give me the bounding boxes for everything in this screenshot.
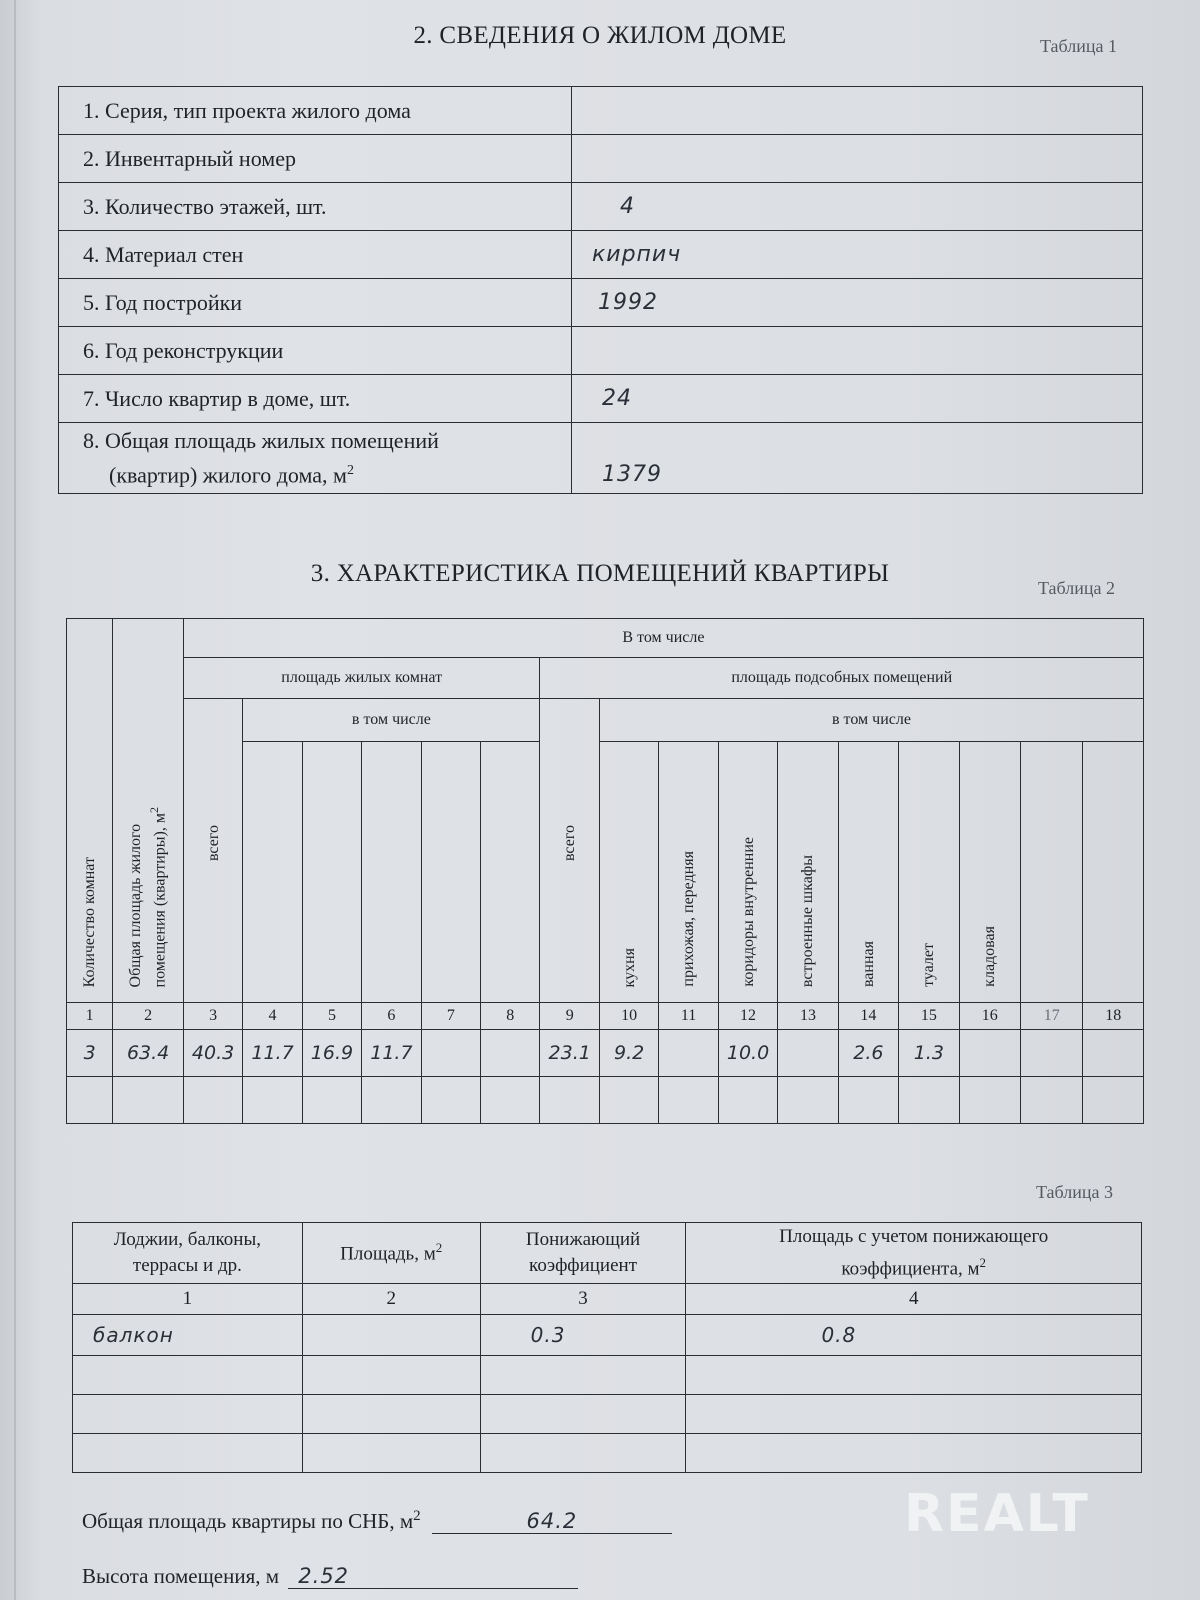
col-storage-label: кладовая xyxy=(981,926,999,987)
table-row xyxy=(59,375,1143,423)
table2-cell: 23.1 xyxy=(540,1030,599,1077)
living-room-col-4 xyxy=(243,742,302,1003)
section2-title: 2. СВЕДЕНИЯ О ЖИЛОМ ДОМЕ xyxy=(413,22,787,49)
table3-h2-sup: 2 xyxy=(435,1240,443,1256)
table3-cell: балкон xyxy=(73,1315,303,1356)
col-corridors-header xyxy=(718,742,777,1003)
table1-value xyxy=(572,135,1143,183)
col-storage-header xyxy=(959,742,1020,1003)
table1-caption: Таблица 1 xyxy=(1040,36,1117,56)
header-top: В том числе xyxy=(183,619,1143,658)
table2-empty-cell xyxy=(481,1077,540,1124)
table3-empty-cell xyxy=(73,1356,303,1395)
col-number: 17 xyxy=(1021,1003,1083,1030)
col-total-area-label xyxy=(126,807,169,987)
col-total-area-header xyxy=(113,619,184,1003)
table3-header-4 xyxy=(686,1223,1142,1284)
table2-cell: 16.9 xyxy=(302,1030,361,1077)
col-number: 2 xyxy=(302,1284,480,1315)
table1-value xyxy=(572,327,1143,375)
header-aux: площадь подсобных помещений xyxy=(540,658,1144,699)
col-number: 3 xyxy=(480,1284,686,1315)
table2-cell xyxy=(421,1030,480,1077)
table-row xyxy=(67,1003,1144,1030)
col-hall-header xyxy=(659,742,718,1003)
table1-label: 1. Серия, тип проекта жилого дома xyxy=(59,87,572,135)
total-area-label: Общая площадь квартиры по СНБ, м xyxy=(82,1509,414,1533)
table2-cell xyxy=(1021,1030,1083,1077)
table2-cell xyxy=(481,1030,540,1077)
col-number: 18 xyxy=(1083,1003,1144,1030)
room-height-label: Высота помещения, м xyxy=(82,1564,280,1588)
table3 xyxy=(72,1222,1142,1473)
table3-caption: Таблица 3 xyxy=(1036,1182,1113,1202)
table2-empty-cell xyxy=(67,1077,113,1124)
col-kitchen-header xyxy=(599,742,658,1003)
table2-empty-cell xyxy=(659,1077,718,1124)
row8-line1: 8. Общая площадь жилых помещений xyxy=(83,427,439,453)
table3-empty-cell xyxy=(302,1395,480,1434)
col-closets-header xyxy=(778,742,838,1003)
table-row xyxy=(59,87,1143,135)
table2-cell xyxy=(959,1030,1020,1077)
table2-caption: Таблица 2 xyxy=(1038,578,1115,598)
row8-line2-text: (квартир) жилого дома, м xyxy=(109,462,347,488)
table2-cell xyxy=(778,1030,838,1077)
table1-value xyxy=(572,87,1143,135)
col-17-header xyxy=(1021,742,1083,1003)
table2-empty-cell xyxy=(899,1077,959,1124)
table3-empty-cell xyxy=(686,1356,1142,1395)
table2-cell: 1.3 xyxy=(899,1030,959,1077)
table3-cell: 0.8 xyxy=(686,1315,1142,1356)
section3-title: 3. ХАРАКТЕРИСТИКА ПОМЕЩЕНИЙ КВАРТИРЫ xyxy=(310,560,890,587)
col-bath-header xyxy=(838,742,898,1003)
col-number: 4 xyxy=(686,1284,1142,1315)
page-edge xyxy=(14,0,16,1600)
table2-cell: 11.7 xyxy=(362,1030,421,1077)
col-number: 16 xyxy=(959,1003,1020,1030)
table3-empty-cell xyxy=(480,1395,686,1434)
table3-empty-cell xyxy=(686,1395,1142,1434)
col-hall-label: прихожая, передняя xyxy=(680,851,698,987)
table-row xyxy=(59,135,1143,183)
table3-empty-cell xyxy=(73,1395,303,1434)
table1-value: 4 xyxy=(572,183,1143,231)
table3-h1-line2: террасы и др. xyxy=(132,1255,242,1276)
col-number: 13 xyxy=(778,1003,838,1030)
table2-empty-cell xyxy=(778,1077,838,1124)
living-room-col-5 xyxy=(302,742,361,1003)
table2-cell: 10.0 xyxy=(718,1030,777,1077)
col-number: 2 xyxy=(113,1003,184,1030)
living-room-col-6 xyxy=(362,742,421,1003)
col-number: 10 xyxy=(599,1003,658,1030)
table1 xyxy=(58,86,1143,494)
table1-label: 4. Материал стен xyxy=(59,231,572,279)
table3-h2-text: Площадь, м xyxy=(340,1243,436,1265)
col-number: 1 xyxy=(73,1284,303,1315)
col-number: 1 xyxy=(67,1003,113,1030)
table3-h3-line1: Понижающий xyxy=(525,1229,641,1250)
col-number: 14 xyxy=(838,1003,898,1030)
col-number: 3 xyxy=(183,1003,242,1030)
col-number: 6 xyxy=(362,1003,421,1030)
table3-h4-sup: 2 xyxy=(979,1254,987,1270)
table3-h3-line2: коэффициент xyxy=(529,1255,638,1276)
table1-label: 7. Число квартир в доме, шт. xyxy=(59,375,572,423)
table3-empty-cell xyxy=(480,1434,686,1473)
table2-cell xyxy=(1083,1030,1144,1077)
table3-header-2 xyxy=(302,1223,480,1284)
table3-empty-cell xyxy=(73,1434,303,1473)
table2-cell: 9.2 xyxy=(599,1030,658,1077)
room-height-value: 2.52 xyxy=(288,1564,578,1589)
table1-label: 5. Год постройки xyxy=(59,279,572,327)
col-number: 4 xyxy=(243,1003,302,1030)
realt-watermark-logo: REALT xyxy=(904,1484,1090,1544)
col-total-area-line1: Общая площадь жилого xyxy=(127,823,145,987)
total-area-sup: 2 xyxy=(413,1508,421,1524)
table3-empty-cell xyxy=(302,1356,480,1395)
table2-cell: 3 xyxy=(67,1030,113,1077)
table3-h4-line2-text: коэффициента, м xyxy=(841,1258,980,1280)
table1-value: 1992 xyxy=(572,279,1143,327)
col-total-area-line2: помещения (квартиры), м xyxy=(151,812,169,987)
total-area-value: 64.2 xyxy=(432,1509,672,1534)
table2-empty-cell xyxy=(421,1077,480,1124)
table3-header-1 xyxy=(73,1223,303,1284)
table-row xyxy=(59,423,1143,494)
table2-empty-cell xyxy=(362,1077,421,1124)
table2-empty-cell xyxy=(302,1077,361,1124)
table2-empty-cell xyxy=(838,1077,898,1124)
col-number: 9 xyxy=(540,1003,599,1030)
living-room-col-7 xyxy=(421,742,480,1003)
col-total-area-sup: 2 xyxy=(147,806,162,813)
table1-value: 24 xyxy=(572,375,1143,423)
table2-empty-cell xyxy=(599,1077,658,1124)
col-aux-total-label: всего xyxy=(561,824,579,862)
col-rooms-label: Количество комнат xyxy=(81,856,99,987)
col-rooms-header xyxy=(67,619,113,1003)
total-area-line xyxy=(82,1508,672,1534)
table-row xyxy=(67,1077,1144,1124)
table-row xyxy=(67,699,1144,742)
table-row xyxy=(67,619,1144,658)
table-row xyxy=(73,1223,1142,1284)
col-number: 15 xyxy=(899,1003,959,1030)
table2-empty-cell xyxy=(113,1077,184,1124)
col-kitchen-label: кухня xyxy=(620,947,638,987)
table-row xyxy=(73,1395,1142,1434)
table-row xyxy=(59,327,1143,375)
table1-label: 2. Инвентарный номер xyxy=(59,135,572,183)
room-height-line xyxy=(82,1564,578,1589)
table2-empty-cell xyxy=(1021,1077,1083,1124)
col-number: 7 xyxy=(421,1003,480,1030)
table3-empty-cell xyxy=(480,1356,686,1395)
table3-cell: 0.3 xyxy=(480,1315,686,1356)
table2-cell: 63.4 xyxy=(113,1030,184,1077)
row8-line2 xyxy=(83,456,571,490)
table2-cell xyxy=(659,1030,718,1077)
table-row xyxy=(73,1315,1142,1356)
col-aux-total-header xyxy=(540,699,599,1003)
incl-living: в том числе xyxy=(243,699,540,742)
col-number: 5 xyxy=(302,1003,361,1030)
incl-aux: в том числе xyxy=(599,699,1143,742)
col-closets-label: встроенные шкафы xyxy=(799,854,817,987)
table3-h4-line1: Площадь с учетом понижающего xyxy=(779,1225,1049,1247)
table-row xyxy=(59,231,1143,279)
table2-empty-cell xyxy=(959,1077,1020,1124)
table1-label xyxy=(59,423,572,494)
table2-empty-cell xyxy=(243,1077,302,1124)
col-number: 11 xyxy=(659,1003,718,1030)
row8-sup: 2 xyxy=(346,462,354,478)
table1-value: кирпич xyxy=(572,231,1143,279)
table3-header-3 xyxy=(480,1223,686,1284)
table1-label: 6. Год реконструкции xyxy=(59,327,572,375)
table3-h4-line2 xyxy=(686,1250,1141,1282)
table3-empty-cell xyxy=(302,1434,480,1473)
table-row xyxy=(59,279,1143,327)
table3-cell xyxy=(302,1315,480,1356)
table1-value: 1379 xyxy=(572,423,1143,494)
table-row xyxy=(73,1284,1142,1315)
table2-empty-cell xyxy=(718,1077,777,1124)
col-number: 12 xyxy=(718,1003,777,1030)
table2-cell: 11.7 xyxy=(243,1030,302,1077)
col-bath-label: ванная xyxy=(859,940,877,987)
table1-label: 3. Количество этажей, шт. xyxy=(59,183,572,231)
table-row xyxy=(67,658,1144,699)
table-row xyxy=(73,1356,1142,1395)
table-row xyxy=(67,1030,1144,1077)
table2-empty-cell xyxy=(540,1077,599,1124)
col-toilet-label: туалет xyxy=(920,943,938,987)
col-toilet-header xyxy=(899,742,959,1003)
header-living: площадь жилых комнат xyxy=(183,658,540,699)
table2-empty-cell xyxy=(183,1077,242,1124)
living-room-col-8 xyxy=(481,742,540,1003)
col-living-total-header xyxy=(183,699,242,1003)
table2-empty-cell xyxy=(1083,1077,1144,1124)
table2 xyxy=(66,618,1144,1124)
table-row xyxy=(59,183,1143,231)
col-18-header xyxy=(1083,742,1144,1003)
table2-cell: 2.6 xyxy=(838,1030,898,1077)
col-living-total-label: всего xyxy=(204,824,222,862)
table2-cell: 40.3 xyxy=(183,1030,242,1077)
table3-empty-cell xyxy=(686,1434,1142,1473)
table-row xyxy=(73,1434,1142,1473)
col-corridors-label: коридоры внутренние xyxy=(739,837,757,987)
table3-h1-line1: Лоджии, балконы, xyxy=(113,1229,261,1250)
col-number: 8 xyxy=(481,1003,540,1030)
